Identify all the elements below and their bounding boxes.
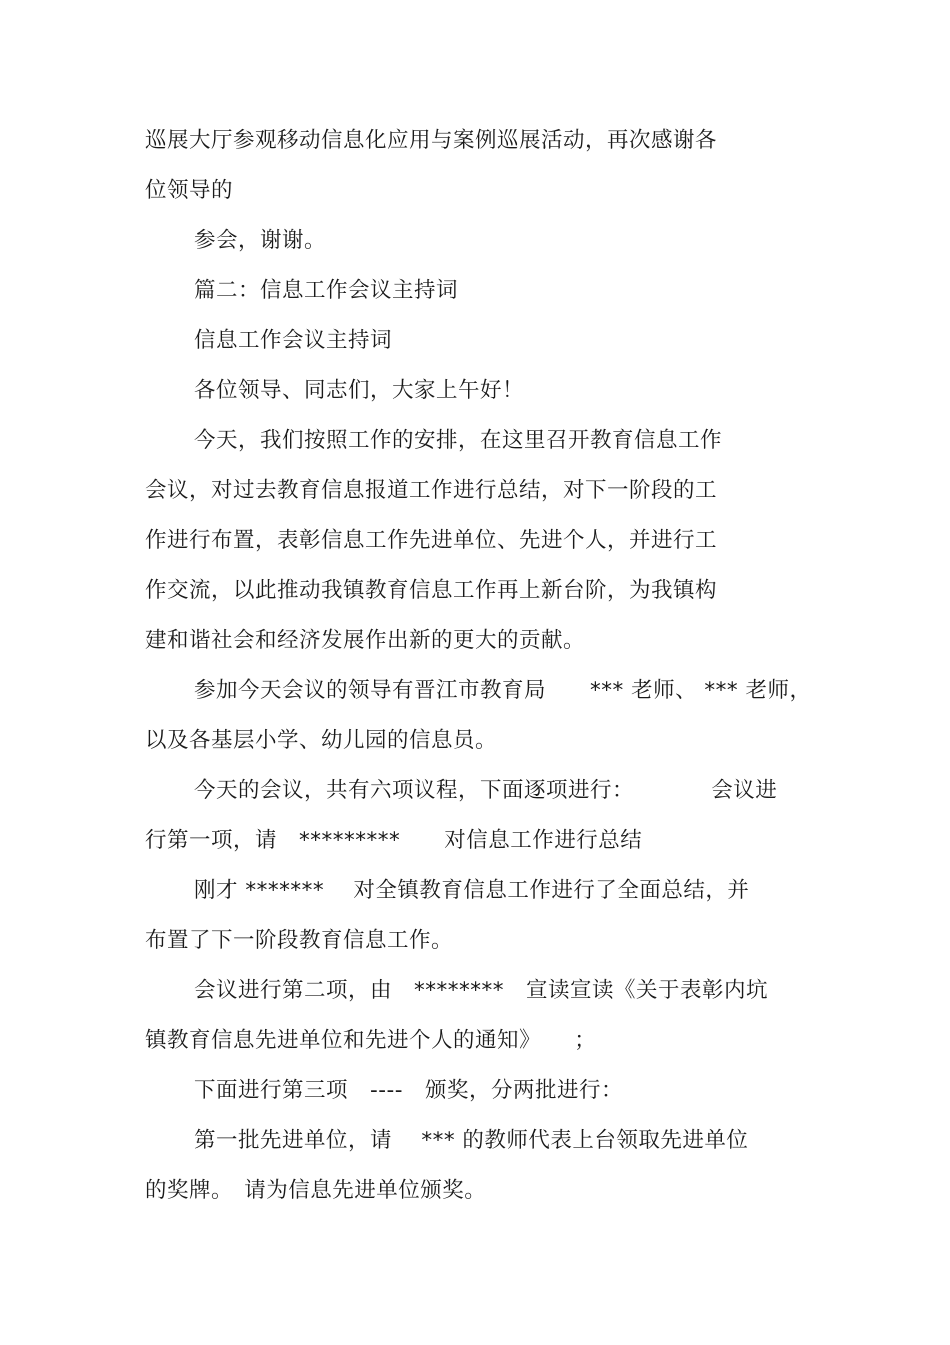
- text-line-7: 今天，我们按照工作的安排，在这里召开教育信息工作: [194, 428, 723, 453]
- document-title: 信息工作会议主持词: [194, 328, 393, 353]
- text-line-10: 作交流，以此推动我镇教育信息工作再上新台阶，为我镇构: [145, 578, 718, 603]
- text-line-18: 会议进行第二项，由 ******** 宣读宣读《关于表彰内坑: [194, 978, 769, 1003]
- text-line-2: 位领导的: [145, 178, 234, 203]
- text-line-16: 刚才 ******* 对全镇教育信息工作进行了全面总结，并: [194, 878, 750, 903]
- text-line-1: 巡展大厅参观移动信息化应用与案例巡展活动，再次感谢各: [145, 128, 718, 153]
- text-line-21: 第一批先进单位，请 *** 的教师代表上台领取先进单位: [194, 1128, 749, 1153]
- text-line-9: 作进行布置，表彰信息工作先进单位、先进个人，并进行工: [145, 528, 718, 553]
- text-line-6: 各位领导、同志们，大家上午好！: [194, 378, 525, 403]
- text-line-17: 布置了下一阶段教育信息工作。: [145, 928, 454, 953]
- text-line-3: 参会，谢谢。: [194, 228, 327, 253]
- text-line-8: 会议，对过去教育信息报道工作进行总结，对下一阶段的工: [145, 478, 718, 503]
- text-line-12: 参加今天会议的领导有晋江市教育局 *** 老师、 *** 老师，: [194, 678, 812, 703]
- text-line-13: 以及各基层小学、幼儿园的信息员。: [145, 728, 498, 753]
- text-line-20: 下面进行第三项 ---- 颁奖，分两批进行：: [194, 1078, 624, 1103]
- text-line-22: 的奖牌。 请为信息先进单位颁奖。: [145, 1178, 487, 1203]
- text-line-11: 建和谐社会和经济发展作出新的更大的贡献。: [145, 628, 586, 653]
- text-line-15: 行第一项，请 ********* 对信息工作进行总结: [145, 828, 643, 853]
- section-heading: 篇二：信息工作会议主持词: [194, 278, 459, 303]
- text-line-19: 镇教育信息先进单位和先进个人的通知》 ；: [145, 1028, 597, 1053]
- text-line-14: 今天的会议，共有六项议程，下面逐项进行： 会议进: [194, 778, 778, 803]
